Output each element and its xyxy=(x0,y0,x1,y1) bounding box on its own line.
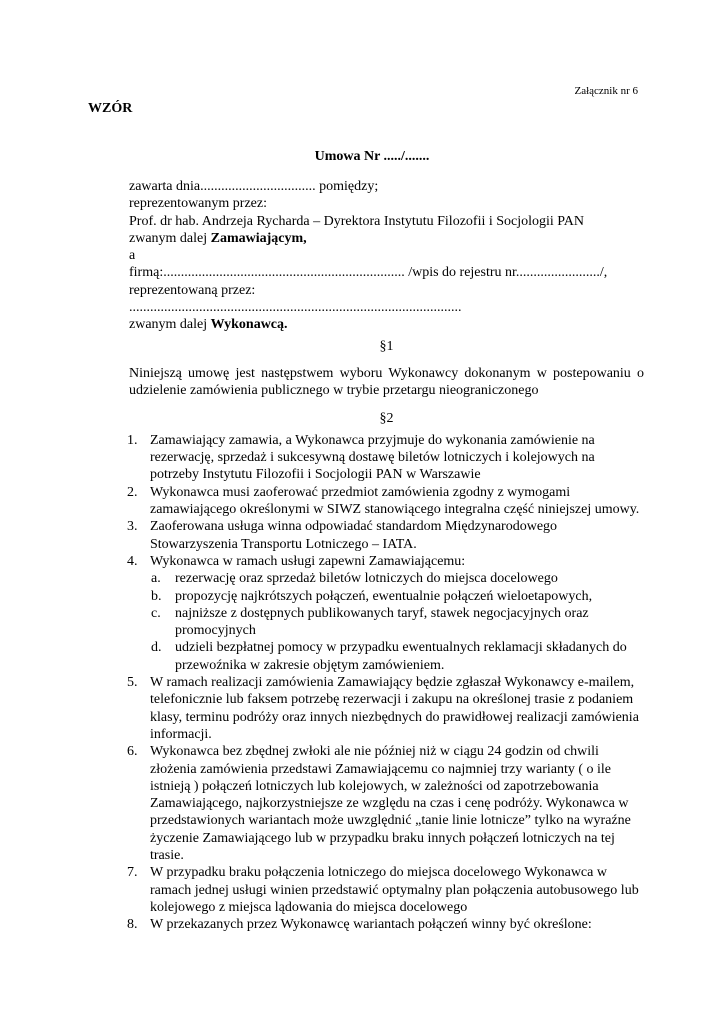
list-item-number: 1. xyxy=(127,432,138,448)
list-item-number: 3. xyxy=(127,519,138,535)
sub-list-item-text: najniższe z dostępnych publikowanych taryf, stawek negocjacyjnych oraz promocyjnych xyxy=(175,605,589,639)
list-item-text: Wykonawca musi zaoferować przedmiot zamówienia zgodny z wymogami zamawiającego określonymi w SIWZ stanowiącego integralna część niniejszej umowy. xyxy=(150,484,640,518)
orderer-name: Zamawiającym, xyxy=(210,230,307,246)
header-line-dots: ............................................................................................... xyxy=(129,300,462,316)
sub-list-item-text: udzieli bezpłatnej pomocy w przypadku ewentualnych reklamacji składanych do przewoźnika w zakresie objętym zamówieniem. xyxy=(175,640,627,673)
sub-list-item xyxy=(129,605,644,640)
header-line-company: firmą:..................................................................... /wpis do rejestru nr......................../, xyxy=(129,265,608,281)
list-item xyxy=(129,743,644,864)
list-item xyxy=(129,553,644,674)
annex-label: Załącznik nr 6 xyxy=(574,85,638,97)
template-label: WZÓR xyxy=(88,101,133,116)
sub-list-item-text: propozycję najkrótszych połączeń, ewentualnie połączeń wieloetapowych, xyxy=(175,588,593,604)
section-2-list xyxy=(129,432,644,934)
list-item-number: 4. xyxy=(127,553,138,569)
list-item-text: Zamawiający zamawia, a Wykonawca przyjmuje do wykonania zamówienie na rezerwację, sprzedaż i sukcesywną dostawę biletów lotniczych i kolejowych na potrzeby Instytutu Filozofii i Socjologii PAN w Warszawie xyxy=(150,432,595,483)
contract-body xyxy=(129,178,644,933)
list-item xyxy=(129,432,644,484)
list-item-text: W przypadku braku połączenia lotniczego do miejsca docelowego Wykonawca w ramach jednej usługi winien przedstawić optymalny plan połączenia autobusowego lub kolejowego z miejsca lądowania do miejsca docelowego xyxy=(150,865,639,915)
list-item-number: 2. xyxy=(127,484,138,500)
sub-list-item-letter: b. xyxy=(151,588,162,604)
header-line-orderer xyxy=(129,230,644,247)
header-line-and: a xyxy=(129,248,136,264)
list-item-number: 8. xyxy=(127,917,138,933)
list-item-number: 5. xyxy=(127,675,138,691)
list-item xyxy=(129,484,644,519)
sub-list-item xyxy=(129,588,644,605)
contract-title: Umowa Nr ...../....... xyxy=(314,149,430,164)
list-item xyxy=(129,916,644,933)
sub-list-item-text: rezerwację oraz sprzedaż biletów lotniczych do miejsca docelowego xyxy=(175,571,558,587)
section-2-symbol: §2 xyxy=(379,410,394,426)
header-line-date: zawarta dnia................................. pomiędzy; xyxy=(129,179,379,194)
list-item-number: 6. xyxy=(127,744,138,760)
list-item xyxy=(129,518,644,553)
header-line-represented-by: reprezentowaną przez: xyxy=(129,282,256,298)
list-item-text: W przekazanych przez Wykonawcę wariantach połączeń winny być określone: xyxy=(150,917,592,933)
sub-list-item-letter: d. xyxy=(151,640,162,656)
sub-list xyxy=(129,570,644,674)
list-item-text: Wykonawca bez zbędnej zwłoki ale nie później niż w ciągu 24 godzin od chwili złożenia zamówienia przedstawi Zamawiającemu co najmniej trzy warianty ( o ile istnieją ) połączeń lotniczych lub kolejowych, w zależności od zapotrzebowania Zamawiającego, najkorzystniejsze ze względu na czas i cenę podróży. Wykonawca w przedstawionych wariantach może uwzględnić „tanie linie lotnicze” tylko na wyraźne życzenie Zamawiającego lub w przypadku braku innych połączeń lotniczych na tej trasie. xyxy=(150,744,631,863)
sub-list-item-letter: a. xyxy=(151,571,161,587)
list-item xyxy=(129,864,644,916)
list-item-number: 7. xyxy=(127,865,138,881)
section-1-text: Niniejszą umowę jest następstwem wyboru Wykonawcy dokonanym w postepowaniu o udzielenie zamówienia publicznego w trybie przetargu nieograniczonego xyxy=(129,365,644,399)
orderer-prefix: zwanym dalej xyxy=(129,230,211,246)
sub-list-item xyxy=(129,639,644,674)
sub-list-item xyxy=(129,570,644,587)
list-item-text: Zaoferowana usługa winna odpowiadać standardom Międzynarodowego Stowarzyszenia Transportu Lotniczego – IATA. xyxy=(150,519,558,552)
list-item-text: Wykonawca w ramach usługi zapewni Zamawiającemu: xyxy=(150,553,466,569)
sub-list-item-letter: c. xyxy=(151,605,161,621)
header-line-contractor xyxy=(129,316,644,333)
header-line-represented: reprezentowanym przez: xyxy=(129,196,267,212)
contractor-name: Wykonawcą. xyxy=(210,317,288,333)
list-item xyxy=(129,674,644,743)
header-line-director: Prof. dr hab. Andrzeja Rycharda – Dyrektora Instytutu Filozofii i Socjologii PAN xyxy=(129,213,585,229)
list-item-text: W ramach realizacji zamówienia Zamawiający będzie zgłaszał Wykonawcy e-mailem, telefonicznie lub faksem potrzebę rezerwacji i zakupu na określonej trasie z podaniem klasy, terminu podróży oraz innych niezbędnych do prawidłowej realizacji zamówienia informacji. xyxy=(150,675,639,742)
section-1-symbol: §1 xyxy=(379,338,394,354)
contractor-prefix: zwanym dalej xyxy=(129,317,211,333)
